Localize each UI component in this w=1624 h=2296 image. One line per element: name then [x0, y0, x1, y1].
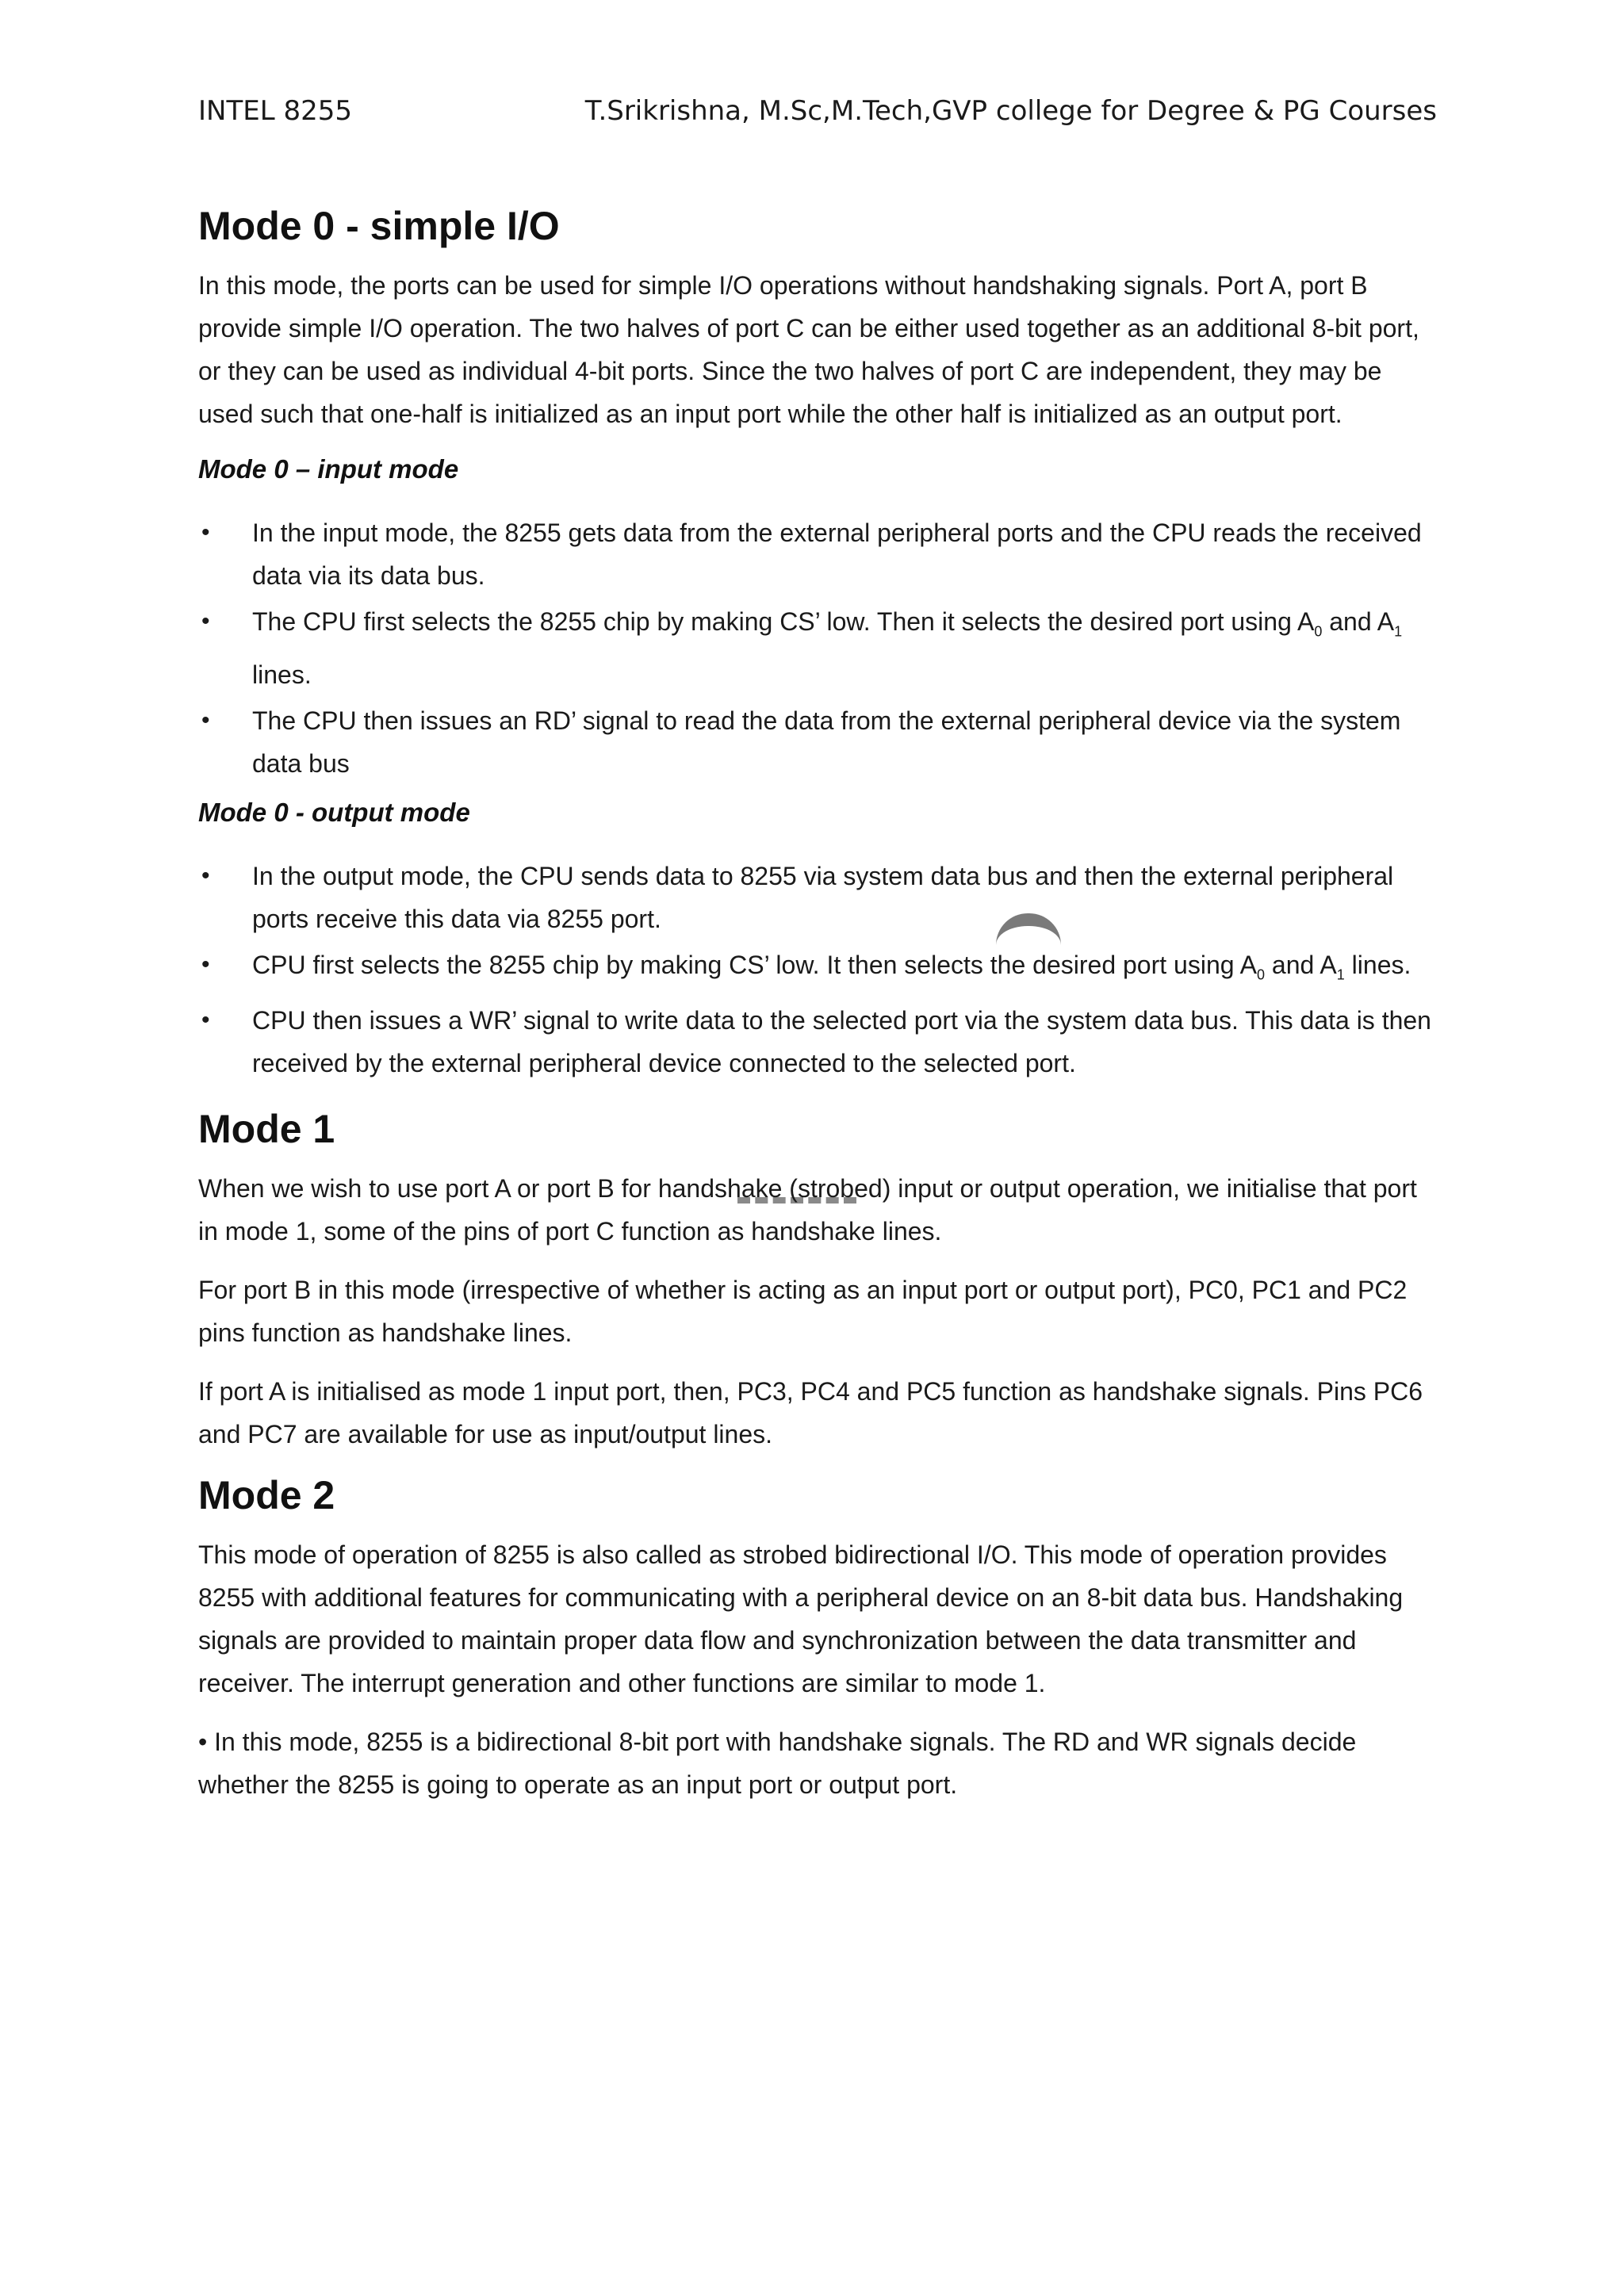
subscript: 0 — [1257, 966, 1266, 983]
subscript: 1 — [1394, 623, 1403, 640]
bullet-icon: • — [201, 1007, 210, 1034]
bullet-icon: • — [201, 706, 210, 733]
mode0-input-list — [198, 511, 1443, 784]
header-left: INTEL 8255 — [198, 95, 352, 127]
header-right: T.Srikrishna, M.Sc,M.Tech,GVP college for Degree & PG Courses — [584, 95, 1437, 127]
list-item — [198, 999, 1443, 1085]
list-item — [198, 943, 1443, 996]
subscript: 1 — [1336, 966, 1345, 983]
mode0-input-heading: Mode 0 – input mode — [198, 454, 459, 484]
mode1-title: Mode 1 — [198, 1107, 335, 1152]
list-item — [198, 699, 1443, 785]
subscript: 0 — [1314, 623, 1323, 640]
list-item-text: and A — [1265, 950, 1337, 979]
document-body — [198, 202, 1443, 1822]
list-item-text: The CPU first selects the 8255 chip by making CS’ low. Then it selects the desired port using A — [252, 607, 1315, 637]
bullet-icon: • — [201, 862, 210, 889]
mode0-output-list — [198, 855, 1443, 1085]
list-item — [198, 855, 1443, 940]
page-header — [198, 95, 1437, 127]
mode1-paragraph-3: If port A is initialised as mode 1 input port, then, PC3, PC4 and PC5 function as handshake signals. Pins PC6 and PC7 are available for use as input/output lines. — [198, 1377, 1423, 1449]
mode2-paragraph-1: This mode of operation of 8255 is also called as strobed bidirectional I/O. This mode of operation provides 8255 with additional features for communicating with a peripheral device on an 8-bit data bus. Handshaking signals are provided to maintain proper data flow and synchronization between the data transmitter and receiver. The interrupt generation and other functions are similar to mode 1. — [198, 1540, 1404, 1698]
list-item-text: CPU then issues a WR’ signal to write data to the selected port via the system data bus. This data is then received by the external peripheral device connected to the selected port. — [252, 1006, 1431, 1078]
list-item-text: lines. — [1344, 950, 1411, 979]
list-item-text: CPU first selects the 8255 chip by making CS’ low. It then selects the desired port using A — [252, 950, 1257, 979]
list-item-text: lines. — [252, 660, 312, 689]
mode0-title: Mode 0 - simple I/O — [198, 204, 560, 248]
mode0-output-heading: Mode 0 - output mode — [198, 797, 470, 827]
list-item — [198, 600, 1443, 695]
list-item-text: The CPU then issues an RD’ signal to read the data from the external peripheral device via the system data bus — [252, 706, 1401, 778]
bullet-icon: • — [201, 519, 210, 546]
bullet-icon: • — [201, 951, 210, 978]
list-item-text: In the input mode, the 8255 gets data from the external peripheral ports and the CPU reads the received data via its data bus. — [252, 519, 1422, 591]
mode1-paragraph-2: For port B in this mode (irrespective of whether is acting as an input port or output port), PC0, PC1 and PC2 pins function as handshake lines. — [198, 1276, 1408, 1348]
list-item — [198, 511, 1443, 597]
bullet-icon: • — [201, 608, 210, 635]
list-item-text: and A — [1322, 607, 1395, 637]
mode2-paragraph-2: • In this mode, 8255 is a bidirectional 8-bit port with handshake signals. The RD and WR signals decide whether the 8255 is going to operate as an input port or output port. — [198, 1728, 1357, 1800]
mode0-intro: In this mode, the ports can be used for simple I/O operations without handshaking signals. Port A, port B provide simple I/O operation. The two halves of port C can be either used together as an additional 8-bit port, or they can be used as individual 4-bit ports. Since the two halves of port C are independent, they may be used such that one-half is initialized as an input port while the other half is initialized as an output port. — [198, 271, 1419, 428]
list-item-text: In the output mode, the CPU sends data to 8255 via system data bus and then the external peripheral ports receive this data via 8255 port. — [252, 861, 1394, 933]
mode2-title: Mode 2 — [198, 1473, 335, 1518]
mode1-paragraph-1: When we wish to use port A or port B for handshake (strobed) input or output operation, we initialise that port in mode 1, some of the pins of port C function as handshake lines. — [198, 1174, 1417, 1246]
